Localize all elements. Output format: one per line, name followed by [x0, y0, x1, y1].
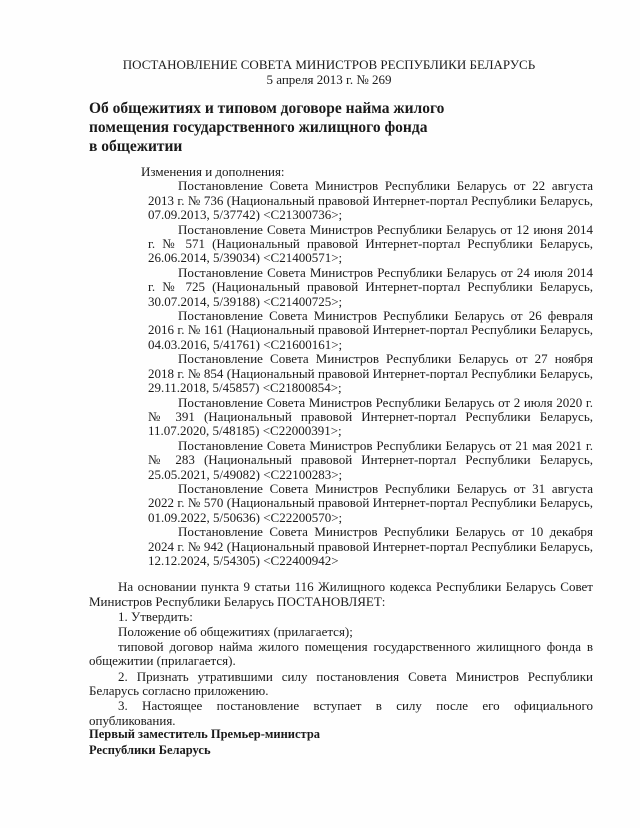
amendment-item: Постановление Совета Министров Республики Беларусь от 10 декабря 2024 г. № 942 (Национальный правовой Интернет-портал Республики Беларусь, 12.12.2024, 5/54305) <C22400942>: [148, 524, 593, 568]
signature-block: [89, 726, 320, 758]
document-title-line: в общежитии: [89, 138, 183, 155]
amendment-item: Постановление Совета Министров Республики Беларусь от 31 августа 2022 г. № 570 (Национальный правовой Интернет-портал Республики Беларусь, 01.09.2022, 5/50636) <C22200570>;: [148, 480, 593, 525]
resolution-header: [89, 58, 569, 87]
amendments-list: [141, 164, 593, 568]
clause-3: 3. Настоящее постановление вступает в силу после его официального опубликования.: [89, 698, 593, 728]
clause-1-item-contract: типовой договор найма жилого помещения государственного жилищного фонда в общежитии (прилагается).: [89, 638, 593, 669]
document-title-line: помещения государственного жилищного фонда: [89, 119, 428, 136]
clause-1-item-regulation: Положение об общежитиях (прилагается);: [118, 623, 353, 639]
amendment-item: Постановление Совета Министров Республики Беларусь от 21 мая 2021 г. № 283 (Национальный правовой Интернет-портал Республики Беларусь, 25.05.2021, 5/49082) <C22100283>;: [148, 437, 593, 482]
resolution-date-number: 5 апреля 2013 г. № 269: [266, 71, 392, 87]
amendment-item: Постановление Совета Министров Республики Беларусь от 22 августа 2013 г. № 736 (Национальный правовой Интернет-портал Республики Беларусь, 07.09.2013, 5/37742) <C21300736>;: [148, 178, 593, 223]
preamble-paragraph: На основании пункта 9 статьи 116 Жилищного кодекса Республики Беларусь Совет Министров Республики Беларусь ПОСТАНОВЛЯЕТ:: [89, 579, 593, 609]
amendment-item: Постановление Совета Министров Республики Беларусь от 2 июля 2020 г. № 391 (Национальный правовой Интернет-портал Республики Беларусь, 11.07.2020, 5/48185) <C22000391>;: [148, 394, 593, 439]
amendment-item: Постановление Совета Министров Республики Беларусь от 26 февраля 2016 г. № 161 (Национальный правовой Интернет-портал Республики Беларусь, 04.03.2016, 5/41761) <C21600161>;: [148, 308, 593, 352]
signatory-position: Первый заместитель Премьер-министра: [89, 727, 321, 741]
amendment-item: Постановление Совета Министров Республики Беларусь от 27 ноября 2018 г. № 854 (Национальный правовой Интернет-портал Республики Беларусь, 29.11.2018, 5/45857) <C21800854>;: [148, 351, 593, 396]
amendments-label: Изменения и дополнения:: [141, 164, 285, 179]
resolution-body: [89, 580, 593, 729]
amendment-item: Постановление Совета Министров Республики Беларусь от 12 июня 2014 г. № 571 (Национальный правовой Интернет-портал Республики Беларусь, 26.06.2014, 5/39034) <C21400571>;: [148, 221, 593, 266]
issuer-title: ПОСТАНОВЛЕНИЕ СОВЕТА МИНИСТРОВ РЕСПУБЛИКИ БЕЛАРУСЬ: [122, 57, 536, 72]
clause-1: 1. Утвердить:: [118, 608, 193, 624]
signatory-country: Республики Беларусь: [89, 743, 211, 757]
clause-2: 2. Признать утратившими силу постановления Совета Министров Республики Беларусь согласно приложению.: [89, 668, 593, 699]
document-title-line: Об общежитиях и типовом договоре найма жилого: [89, 100, 445, 117]
document-title: [89, 99, 469, 156]
amendment-item: Постановление Совета Министров Республики Беларусь от 24 июля 2014 г. № 725 (Национальный правовой Интернет-портал Республики Беларусь, 30.07.2014, 5/39188) <C21400725>;: [148, 264, 593, 309]
